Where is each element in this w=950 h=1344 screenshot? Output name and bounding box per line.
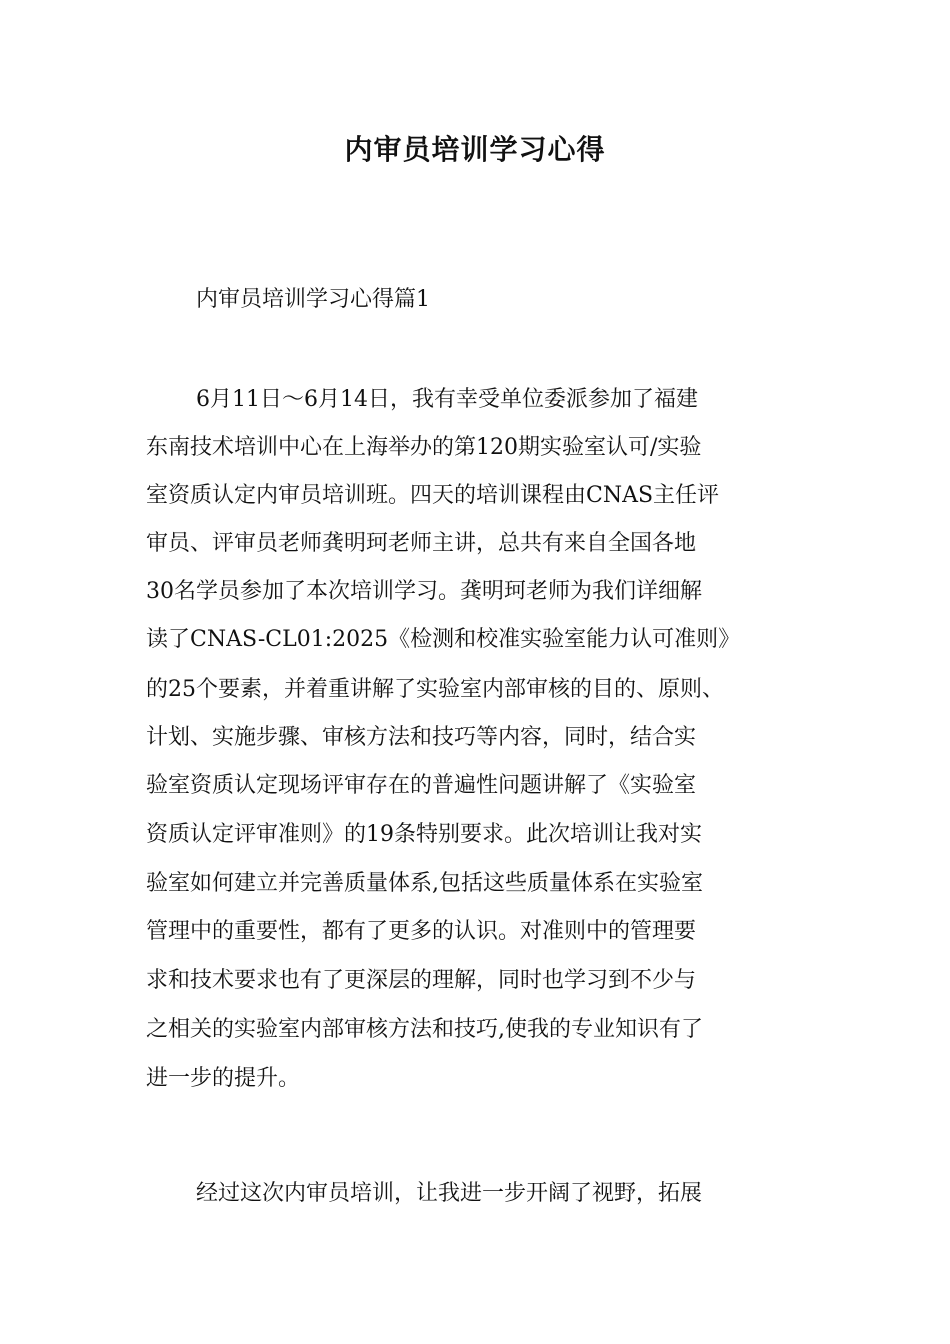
paragraph-line: 30名学员参加了本次培训学习。龚明珂老师为我们详细解 xyxy=(146,579,702,604)
paragraph-line: 验室如何建立并完善质量体系,包括这些质量体系在实验室 xyxy=(146,871,703,896)
page-title: 内审员培训学习心得 xyxy=(344,133,606,166)
paragraph-line: 审员、评审员老师龚明珂老师主讲，总共有来自全国各地 xyxy=(146,531,697,556)
paragraph-line: 求和技术要求也有了更深层的理解，同时也学习到不少与 xyxy=(146,968,697,993)
paragraph-line: 管理中的重要性，都有了更多的认识。对准则中的管理要 xyxy=(146,919,697,944)
paragraph-line: 6月11日～6月14日，我有幸受单位委派参加了福建 xyxy=(196,387,698,412)
paragraph-line: 资质认定评审准则》的19条特别要求。此次培训让我对实 xyxy=(146,822,702,847)
paragraph-line: 进一步的提升。 xyxy=(146,1066,301,1091)
section-heading: 内审员培训学习心得篇1 xyxy=(196,287,430,312)
paragraph-line: 之相关的实验室内部审核方法和技巧,使我的专业知识有了 xyxy=(146,1017,703,1042)
paragraph-line: 计划、实施步骤、审核方法和技巧等内容，同时，结合实 xyxy=(146,725,697,750)
paragraph-line: 东南技术培训中心在上海举办的第120期实验室认可/实验 xyxy=(146,435,702,460)
paragraph-line: 验室资质认定现场评审存在的普遍性问题讲解了《实验室 xyxy=(146,773,697,798)
paragraph-line: 室资质认定内审员培训班。四天的培训课程由CNAS主任评 xyxy=(146,483,720,508)
paragraph-line: 经过这次内审员培训，让我进一步开阔了视野，拓展 xyxy=(196,1181,703,1206)
paragraph-line: 的25个要素，并着重讲解了实验室内部审核的目的、原则、 xyxy=(146,677,724,702)
paragraph-line: 读了CNAS-CL01:2025《检测和校准实验室能力认可准则》 xyxy=(146,627,741,652)
